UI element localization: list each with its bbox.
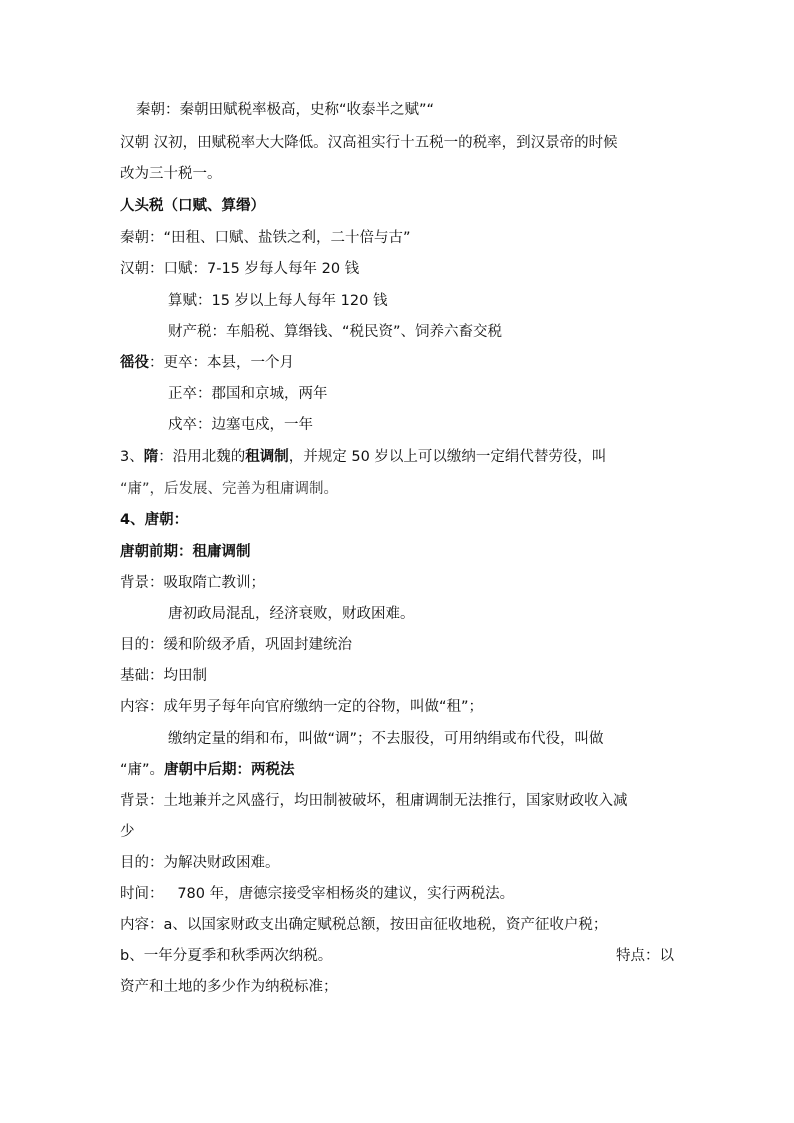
text-beijing-2: 背景：土地兼并之风盛行，均田制被破坏，租庸调制无法推行，国家财政收入减: [120, 793, 628, 809]
text-qin-tianfu: 秦朝：秦朝田赋税率极高，史称“收泰半之赋”“: [136, 102, 435, 118]
text-tedian: 特点：以: [616, 948, 674, 964]
text-mudi-1: 目的：缓和阶级矛盾，巩固封建统治: [120, 637, 352, 653]
heading-tang: 4、唐朝：: [120, 512, 189, 528]
text-yaoyi: [120, 353, 680, 373]
text-jichu: 基础：均田制: [120, 668, 207, 684]
text-han-suanfu: 算赋：15 岁以上每人每年 120 钱: [168, 293, 388, 309]
text-han-tianfu-cont: 改为三十税一。: [120, 166, 222, 182]
text-yong: “庸”。: [120, 762, 165, 778]
text-sui-num: 3、: [120, 449, 144, 465]
text-tedian-cont: 资产和土地的多少作为纳税标准；: [120, 979, 338, 995]
label-sui: 隋: [143, 449, 159, 465]
label-zudiaozhi: 租调制: [245, 449, 289, 465]
text-beijing-1-cont: 唐初政局混乱，经济衰败，财政困难。: [168, 606, 415, 622]
text-sui-a: ：沿用北魏的: [158, 449, 246, 465]
text-neirong-1-cont: 缴纳定量的绢和布，叫做“调”；不去服役，可用纳绢或布代役，叫做: [168, 731, 604, 747]
text-shijian: 时间： 780 年，唐德宗接受宰相杨炎的建议，实行两税法。: [120, 886, 515, 902]
text-han-koufu: 汉朝：口赋：7-15 岁每人每年 20 钱: [120, 261, 360, 277]
text-zhengzu: 正卒：郡国和京城，两年: [168, 386, 328, 402]
text-neirong-2-b-left: b、一年分夏季和秋季两次纳税。: [120, 948, 333, 964]
text-qin-rentoushui: 秦朝：“田租、口赋、盐铁之利，二十倍与古”: [120, 230, 411, 246]
text-mudi-2: 目的：为解决财政困难。: [120, 855, 280, 871]
label-yaoyi: 徭役: [120, 355, 149, 371]
text-han-tianfu: 汉朝 汉初，田赋税率大大降低。汉高祖实行十五税一的税率，到汉景帝的时候: [120, 135, 618, 151]
text-sui-b: ，并规定 50 岁以上可以缴纳一定绢代替劳役，叫: [288, 449, 607, 465]
text-neirong-1: 内容：成年男子每年向官府缴纳一定的谷物，叫做“租”；: [120, 699, 484, 715]
text-gengzu: ：更卒：本县，一个月: [149, 355, 294, 371]
text-neirong-2-b: [120, 946, 674, 966]
text-neirong-2: 内容：a、以国家财政支出确定赋税总额，按田亩征收地税，资产征收户税；: [120, 917, 608, 933]
text-sui-cont: “庸”，后发展、完善为租庸调制。: [120, 481, 339, 497]
text-han-caichanshui: 财产税：车船税、算缗钱、“税民资”、饲养六畜交税: [168, 324, 503, 340]
text-shuzu: 戍卒：边塞屯戍，一年: [168, 417, 313, 433]
text-beijing-1: 背景：吸取隋亡教训；: [120, 575, 265, 591]
text-sui: [120, 447, 680, 467]
heading-tang-late: 唐朝中后期：两税法: [164, 762, 295, 778]
text-yong-and-heading: [120, 760, 680, 780]
heading-rentoushui: 人头税（口赋、算缗）: [120, 198, 265, 214]
text-beijing-2-cont: 少: [120, 824, 135, 840]
heading-tang-early: 唐朝前期：租庸调制: [120, 544, 251, 560]
